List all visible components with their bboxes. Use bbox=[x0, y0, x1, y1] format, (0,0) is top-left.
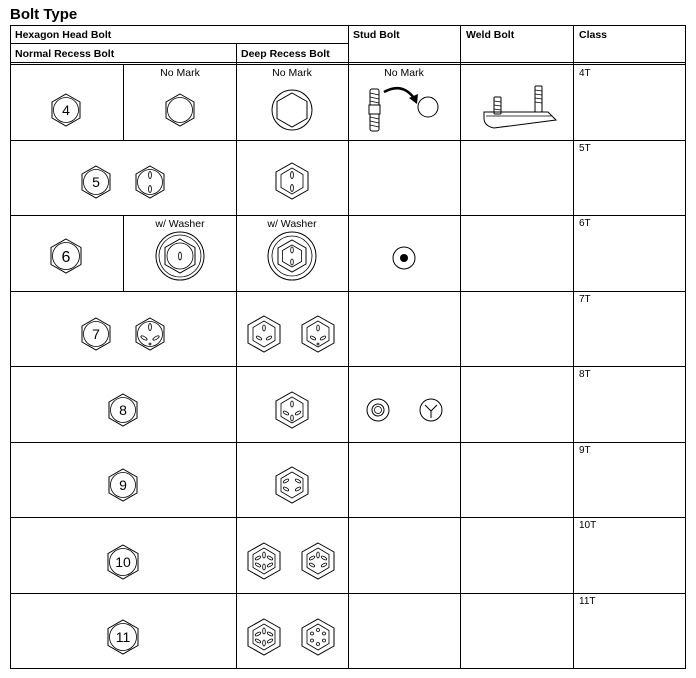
header-stud-bolt: Stud Bolt bbox=[353, 29, 400, 41]
svg-text:6: 6 bbox=[61, 249, 71, 266]
no-mark-label: No Mark bbox=[272, 67, 312, 79]
stud-bolt-icon bbox=[369, 88, 438, 131]
stud-bolt-dot-icon bbox=[393, 247, 415, 269]
weld-bolt-icon bbox=[484, 86, 556, 128]
svg-text:9: 9 bbox=[119, 477, 127, 493]
hex-bolt-head-icon bbox=[109, 469, 137, 501]
hex-bolt-no-mark-icon bbox=[166, 94, 194, 126]
svg-text:11: 11 bbox=[115, 629, 131, 645]
class-label: 10T bbox=[579, 520, 597, 531]
header-normal-recess-bolt: Normal Recess Bolt bbox=[15, 48, 115, 60]
deep-recess-six-dots-icon bbox=[302, 619, 334, 655]
header-weld-bolt: Weld Bolt bbox=[466, 29, 515, 41]
svg-text:10: 10 bbox=[115, 554, 131, 570]
header-deep-recess-bolt: Deep Recess Bolt bbox=[241, 48, 330, 60]
hex-bolt-head-icon bbox=[82, 318, 110, 350]
header-class: Class bbox=[579, 29, 608, 41]
no-mark-label: No Mark bbox=[384, 67, 424, 79]
deep-recess-bolt-no-mark-icon bbox=[272, 90, 312, 130]
washer-label: w/ Washer bbox=[155, 218, 205, 230]
no-mark-label: No Mark bbox=[160, 67, 200, 79]
header-hexagon-head-bolt: Hexagon Head Bolt bbox=[15, 29, 112, 41]
deep-recess-three-marks-icon bbox=[248, 316, 280, 352]
stud-bolt-y-mark-icon bbox=[420, 399, 442, 421]
class-label: 8T bbox=[579, 369, 591, 380]
deep-recess-two-marks-icon bbox=[276, 163, 308, 199]
hex-bolt-head-icon bbox=[82, 166, 110, 198]
hex-bolt-three-marks-icon bbox=[136, 318, 164, 350]
svg-text:7: 7 bbox=[92, 326, 100, 342]
deep-recess-four-marks-icon bbox=[276, 392, 308, 428]
hex-bolt-washer-icon bbox=[156, 232, 204, 280]
class-label: 7T bbox=[579, 294, 591, 305]
hex-bolt-two-marks-icon bbox=[136, 166, 164, 198]
page-title: Bolt Type bbox=[10, 6, 78, 23]
class-label: 4T bbox=[579, 68, 591, 79]
svg-text:8: 8 bbox=[119, 402, 127, 418]
deep-recess-five-marks-icon bbox=[276, 467, 308, 503]
hex-bolt-head-icon bbox=[51, 239, 81, 273]
deep-recess-six-marks-icon bbox=[302, 543, 334, 579]
hex-bolt-head-icon bbox=[109, 394, 137, 426]
washer-label: w/ Washer bbox=[267, 218, 317, 230]
class-label: 11T bbox=[579, 596, 596, 607]
class-label: 6T bbox=[579, 218, 591, 229]
svg-text:4: 4 bbox=[62, 102, 70, 118]
deep-recess-six-marks-icon bbox=[248, 543, 280, 579]
svg-text:5: 5 bbox=[92, 174, 100, 190]
hex-bolt-head-icon bbox=[108, 620, 138, 654]
deep-recess-washer-icon bbox=[268, 232, 316, 280]
deep-recess-three-marks-icon bbox=[302, 316, 334, 352]
stud-bolt-ring-icon bbox=[367, 399, 389, 421]
hex-bolt-head-icon bbox=[108, 545, 138, 579]
class-label: 9T bbox=[579, 445, 591, 456]
deep-recess-six-marks-icon bbox=[248, 619, 280, 655]
hex-bolt-head-icon bbox=[52, 94, 80, 126]
class-label: 5T bbox=[579, 143, 591, 154]
